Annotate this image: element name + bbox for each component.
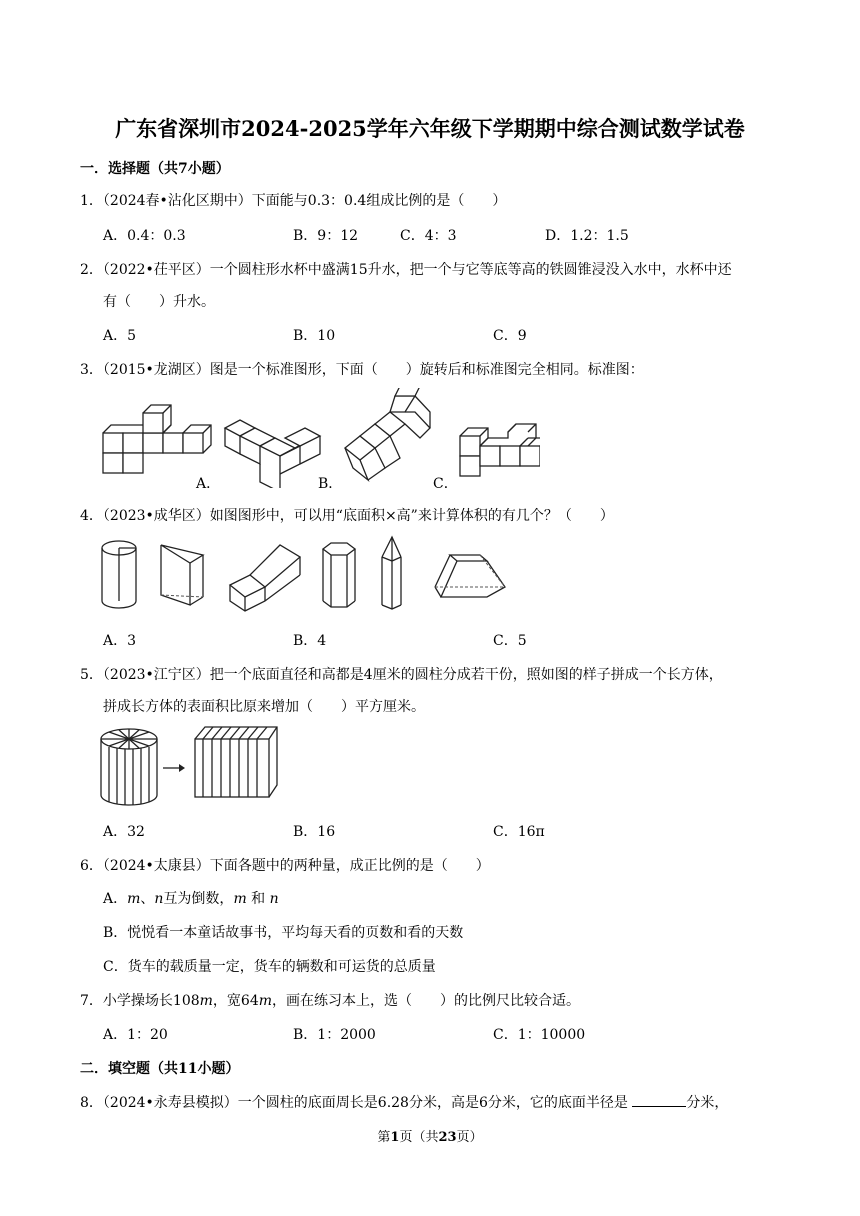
answer-blank[interactable] <box>632 1094 686 1107</box>
q5-cylinder-to-cuboid-figure <box>97 725 287 810</box>
q1-option-b: B．9：12 <box>293 228 359 244</box>
q6-option-c: C．货车的载质量一定，货车的辆数和可运货的总质量 <box>103 959 436 975</box>
q1-option-a: A．0.4：0.3 <box>103 228 186 244</box>
q4-solid-figures <box>95 535 515 615</box>
q3-option-b: B． <box>318 476 343 492</box>
q3-option-c: C． <box>433 476 458 492</box>
q3-standard-figure <box>103 405 211 473</box>
q7-option-c: C．1：10000 <box>493 1027 586 1043</box>
question-1-stem: 1．（2024春•沾化区期中）下面能与0.3：0.4组成比例的是（ ） <box>80 193 507 209</box>
q2-option-b: B．10 <box>293 328 336 344</box>
total-pages: 23 <box>438 1130 457 1145</box>
page-footer <box>0 1126 860 1145</box>
q6-option-a-prefix: A． <box>103 891 128 907</box>
q7-option-b: B．1：2000 <box>293 1027 376 1043</box>
unit-m: m <box>199 993 213 1009</box>
q4-option-c: C．5 <box>493 633 527 649</box>
q6-option-a-sep: 、 <box>140 891 155 907</box>
q5-option-b: B．16 <box>293 824 336 840</box>
question-7-stem <box>80 990 580 1010</box>
q3-figure-b <box>345 388 430 480</box>
q8-stem-part: 分米， <box>686 1095 729 1111</box>
section-heading-fill: 二．填空题（共11小题） <box>80 1061 240 1077</box>
q6-option-a <box>103 888 279 908</box>
footer-text: 页） <box>456 1130 483 1145</box>
footer-text: 页（共 <box>399 1130 439 1145</box>
q7-stem-part: 7．小学操场长108 <box>80 993 200 1009</box>
q6-option-a-and: 和 <box>251 891 266 907</box>
q2-option-c: C．9 <box>493 328 527 344</box>
q8-stem-part: 8．（2024•永寿县模拟）一个圆柱的底面周长是6.28分米，高是6分米，它的底面半径是 <box>80 1095 628 1111</box>
q4-option-a: A．3 <box>103 633 137 649</box>
unit-m: m <box>258 993 273 1009</box>
q3-option-a: A． <box>196 476 221 492</box>
question-2-stem-line2: 有（ ）升水。 <box>103 294 215 310</box>
page-number: 1 <box>390 1130 400 1145</box>
question-8-stem <box>80 1092 728 1112</box>
question-2-stem-line1: 2．（2022•茌平区）一个圆柱形水杯中盛满15升水，把一个与它等底等高的铁圆锥浸没入水中，水杯中还 <box>80 262 732 278</box>
footer-text: 第 <box>377 1130 391 1145</box>
var-n: n <box>269 891 279 907</box>
var-m: m <box>127 891 141 907</box>
q1-option-d: D．1.2：1.5 <box>545 228 629 244</box>
q6-option-b: B．悦悦看一本童话故事书，平均每天看的页数和看的天数 <box>103 925 464 941</box>
q4-option-b: B．4 <box>293 633 327 649</box>
q4-cut-cylinder <box>102 541 136 608</box>
var-m: m <box>233 891 247 907</box>
q5-cylinder <box>101 729 157 805</box>
q5-option-a: A．32 <box>103 824 145 840</box>
question-6-stem: 6．（2024•太康县）下面各题中的两种量，成正比例的是（ ） <box>80 858 490 874</box>
q7-option-a: A．1：20 <box>103 1027 168 1043</box>
question-5-stem-line1: 5．（2023•江宁区）把一个底面直径和高都是4厘米的圆柱分成若干份，照如图的样子拼成一个长方体， <box>80 667 723 683</box>
page-title: 广东省深圳市2024-2025学年六年级下学期期中综合测试数学试卷 <box>115 116 745 141</box>
q5-cuboid <box>195 727 277 797</box>
question-4-stem: 4．（2023•成华区）如图图形中，可以用“底面积×高”来计算体积的有几个？（ ） <box>80 508 614 524</box>
q4-triangular-prism <box>161 545 203 605</box>
section-heading-choice: 一．选择题（共7小题） <box>80 161 230 177</box>
q3-figure-c <box>460 424 540 476</box>
q2-option-a: A．5 <box>103 328 137 344</box>
q6-option-a-text: 互为倒数， <box>163 891 234 907</box>
q4-hexagonal-prism <box>323 543 355 607</box>
q1-option-c: C．4：3 <box>400 228 457 244</box>
q4-frustum <box>435 555 505 597</box>
q3-figure-a <box>225 420 320 488</box>
q7-stem-part: ，画在练习本上，选（ ）的比例尺比较合适。 <box>272 993 581 1009</box>
question-3-stem: 3．（2015•龙湖区）图是一个标准图形，下面（ ）旋转后和标准图完全相同。标准图： <box>80 362 644 378</box>
q4-slanted-prism <box>230 545 300 611</box>
question-5-stem-line2: 拼成长方体的表面积比原来增加（ ）平方厘米。 <box>103 699 425 715</box>
arrow-right-icon <box>163 764 185 772</box>
q7-stem-part: ，宽64 <box>212 993 259 1009</box>
q4-pencil-solid <box>382 537 401 609</box>
q5-option-c: C．16π <box>493 824 545 840</box>
var-n: n <box>154 891 164 907</box>
